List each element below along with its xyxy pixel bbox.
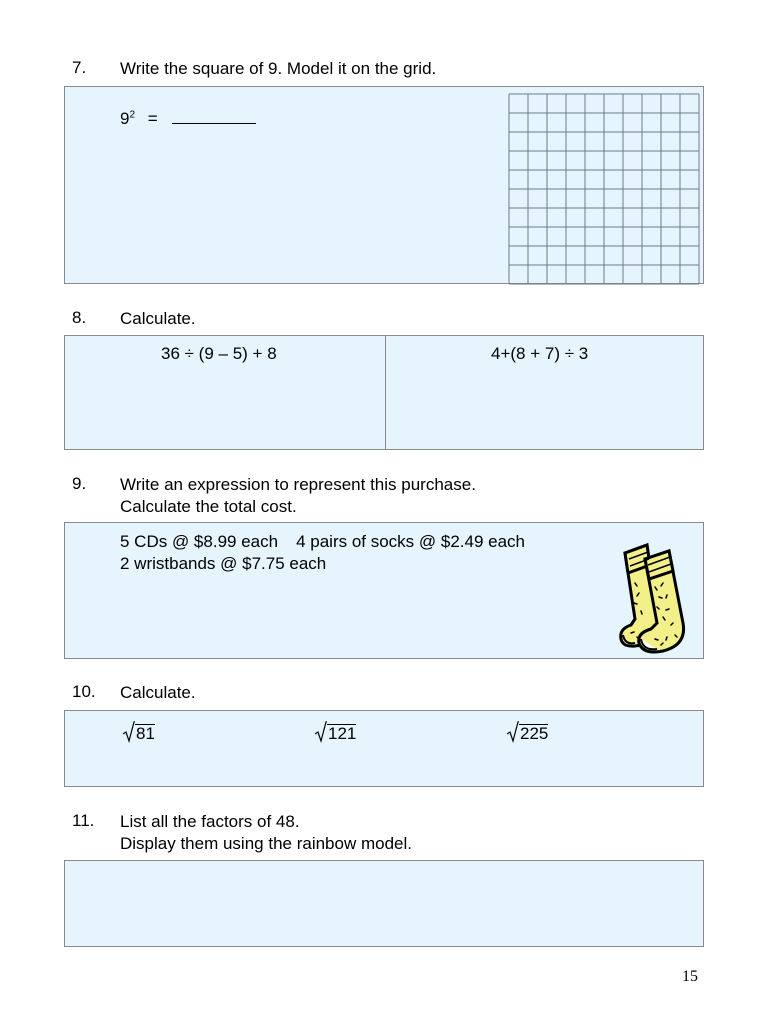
q7-equals: = bbox=[147, 109, 158, 128]
q9-items bbox=[120, 531, 525, 575]
q9-line1: Write an expression to represent this purchase. bbox=[120, 475, 476, 494]
radicand-121: 121 bbox=[328, 724, 357, 743]
q11-answer-box[interactable] bbox=[64, 860, 704, 947]
q10-number: 10. bbox=[72, 682, 96, 701]
q10-text: Calculate. bbox=[120, 683, 196, 702]
q9-number: 9. bbox=[72, 474, 87, 493]
q8-expression-left: 36 ÷ (9 – 5) + 8 bbox=[161, 344, 277, 363]
sqrt-81 bbox=[123, 721, 155, 743]
q7-number: 7. bbox=[72, 58, 87, 77]
q11-line1: List all the factors of 48. bbox=[120, 812, 300, 831]
radicand-225: 225 bbox=[520, 724, 549, 743]
q9-item-socks: 4 pairs of socks @ $2.49 each bbox=[296, 532, 526, 551]
q7-answer-box[interactable] bbox=[64, 86, 704, 284]
q7-base: 9 bbox=[120, 109, 130, 128]
radicand-81: 81 bbox=[136, 724, 155, 743]
q9-line2: Calculate the total cost. bbox=[120, 497, 297, 516]
q8-expression-right: 4+(8 + 7) ÷ 3 bbox=[491, 344, 589, 363]
radical-icon bbox=[123, 721, 135, 743]
q10-answer-box[interactable] bbox=[64, 710, 704, 787]
q8-text: Calculate. bbox=[120, 309, 196, 328]
q9-item-wristbands: 2 wristbands @ $7.75 each bbox=[120, 554, 327, 573]
radical-icon bbox=[315, 721, 327, 743]
q11-line2: Display them using the rainbow model. bbox=[120, 834, 412, 853]
q7-exponent: 2 bbox=[129, 109, 136, 121]
q8-number: 8. bbox=[72, 308, 87, 327]
q7-square-grid[interactable] bbox=[508, 93, 700, 285]
q11-number: 11. bbox=[72, 811, 95, 830]
q7-text: Write the square of 9. Model it on the grid. bbox=[120, 59, 437, 78]
sqrt-121 bbox=[315, 721, 356, 743]
q7-answer-blank[interactable] bbox=[172, 109, 256, 124]
q9-answer-box[interactable] bbox=[64, 522, 704, 659]
radical-icon bbox=[507, 721, 519, 743]
q7-square-expression bbox=[120, 109, 256, 129]
sqrt-225 bbox=[507, 721, 548, 743]
q8-answer-box[interactable] bbox=[64, 335, 704, 450]
page-number: 15 bbox=[682, 968, 698, 985]
q9-item-cds: 5 CDs @ $8.99 each bbox=[120, 532, 279, 551]
q8-divider bbox=[385, 336, 386, 449]
socks-icon bbox=[617, 539, 699, 657]
